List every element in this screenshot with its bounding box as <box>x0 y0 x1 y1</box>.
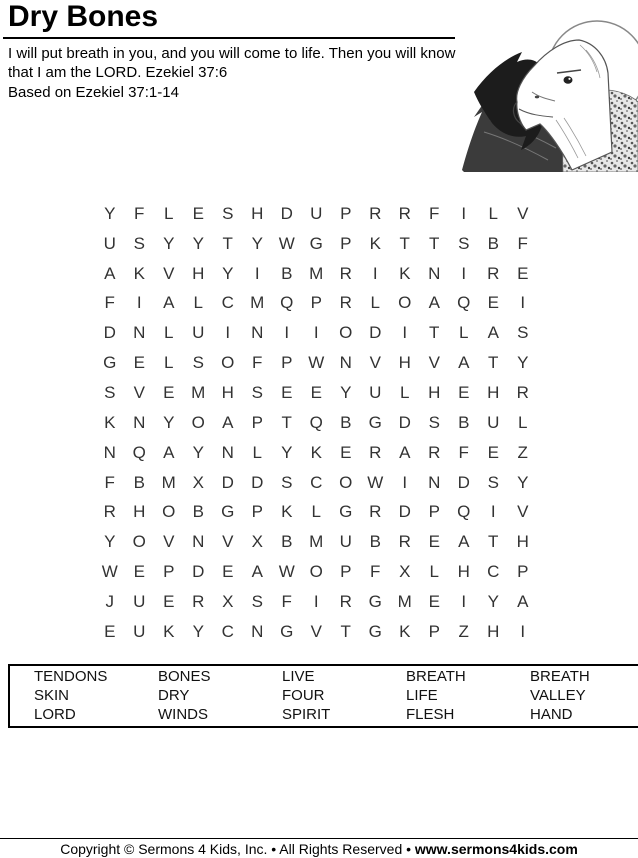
grid-letter[interactable]: D <box>369 323 382 343</box>
grid-letter[interactable]: R <box>516 382 529 402</box>
grid-letter[interactable]: Y <box>192 621 204 641</box>
grid-letter[interactable]: Y <box>192 442 204 462</box>
grid-letter[interactable]: I <box>520 621 526 641</box>
grid-letter[interactable]: G <box>309 233 323 253</box>
grid-letter[interactable]: D <box>251 472 264 492</box>
grid-letter[interactable]: E <box>428 591 440 611</box>
grid-letter[interactable]: R <box>369 203 382 223</box>
eagle-illustration <box>460 0 638 172</box>
grid-letter[interactable]: I <box>402 472 408 492</box>
footer-divider <box>0 838 638 839</box>
grid-letter[interactable]: E <box>428 532 440 552</box>
grid-letter[interactable]: S <box>281 472 293 492</box>
grid-letter[interactable]: L <box>488 203 498 223</box>
grid-letter[interactable]: L <box>370 293 380 313</box>
word-list-item: SKIN <box>34 687 70 704</box>
grid-letter[interactable]: V <box>163 532 175 552</box>
word-list-item: HAND <box>530 706 573 723</box>
grid-letter[interactable]: Y <box>251 233 263 253</box>
based-on-text: Based on Ezekiel 37:1-14 <box>8 84 179 101</box>
grid-letter[interactable]: H <box>487 382 500 402</box>
grid-letter[interactable]: N <box>133 412 146 432</box>
grid-letter[interactable]: E <box>458 382 470 402</box>
grid-letter[interactable]: W <box>101 562 118 582</box>
grid-letter[interactable]: O <box>309 562 323 582</box>
grid-letter[interactable]: Y <box>340 382 352 402</box>
grid-letter[interactable]: I <box>313 323 319 343</box>
grid-letter[interactable]: R <box>339 591 352 611</box>
grid-letter[interactable]: Y <box>163 233 175 253</box>
grid-letter[interactable]: U <box>103 233 116 253</box>
grid-letter[interactable]: D <box>398 502 411 522</box>
grid-letter[interactable]: N <box>339 353 352 373</box>
grid-letter[interactable]: E <box>163 591 175 611</box>
grid-letter[interactable]: B <box>192 502 204 522</box>
grid-letter[interactable]: I <box>520 293 526 313</box>
grid-letter[interactable]: H <box>428 382 441 402</box>
grid-letter[interactable]: X <box>222 591 234 611</box>
grid-letter[interactable]: T <box>488 353 499 373</box>
grid-letter[interactable]: T <box>281 412 292 432</box>
grid-letter[interactable]: N <box>428 472 441 492</box>
grid-letter[interactable]: F <box>517 233 528 253</box>
grid-letter[interactable]: P <box>340 203 352 223</box>
grid-letter[interactable]: N <box>133 323 146 343</box>
grid-letter[interactable]: D <box>398 412 411 432</box>
grid-letter[interactable]: S <box>251 382 263 402</box>
word-list-item: FOUR <box>282 687 325 704</box>
grid-letter[interactable]: G <box>280 621 294 641</box>
grid-letter[interactable]: W <box>367 472 384 492</box>
grid-letter[interactable]: P <box>517 562 529 582</box>
grid-letter[interactable]: L <box>400 382 410 402</box>
grid-letter[interactable]: J <box>105 591 114 611</box>
grid-letter[interactable]: E <box>133 562 145 582</box>
grid-letter[interactable]: U <box>133 591 146 611</box>
grid-letter[interactable]: S <box>487 472 499 492</box>
grid-letter[interactable]: V <box>428 353 440 373</box>
grid-letter[interactable]: O <box>339 472 353 492</box>
grid-letter[interactable]: S <box>428 412 440 432</box>
grid-letter[interactable]: U <box>192 323 205 343</box>
grid-letter[interactable]: S <box>192 353 204 373</box>
grid-letter[interactable]: O <box>191 412 205 432</box>
grid-letter[interactable]: O <box>162 502 176 522</box>
grid-letter[interactable]: T <box>222 233 233 253</box>
grid-letter[interactable]: L <box>193 293 203 313</box>
word-list-item: SPIRIT <box>282 706 331 723</box>
grid-letter[interactable]: A <box>428 293 440 313</box>
grid-letter[interactable]: L <box>429 562 439 582</box>
footer-url[interactable]: www.sermons4kids.com <box>414 841 578 857</box>
grid-letter[interactable]: L <box>311 502 321 522</box>
grid-letter[interactable]: M <box>397 591 412 611</box>
grid-letter[interactable]: N <box>103 442 116 462</box>
grid-letter[interactable]: R <box>398 532 411 552</box>
grid-letter[interactable]: Y <box>517 472 529 492</box>
grid-letter[interactable]: T <box>429 233 440 253</box>
grid-letter[interactable]: E <box>487 442 499 462</box>
grid-letter[interactable]: R <box>487 263 500 283</box>
grid-letter[interactable]: N <box>251 323 264 343</box>
eagle-eye <box>564 76 573 84</box>
grid-letter[interactable]: U <box>369 382 382 402</box>
grid-letter[interactable]: F <box>281 591 292 611</box>
grid-letter[interactable]: A <box>163 293 175 313</box>
grid-letter[interactable]: K <box>104 412 116 432</box>
grid-letter[interactable]: R <box>369 442 382 462</box>
word-list-item: TENDONS <box>34 668 108 685</box>
grid-letter[interactable]: T <box>340 621 351 641</box>
grid-letter[interactable]: P <box>163 562 175 582</box>
grid-letter[interactable]: V <box>163 263 175 283</box>
word-list-item: BREATH <box>406 668 466 685</box>
word-list-item: VALLEY <box>530 687 586 704</box>
grid-letter[interactable]: P <box>340 562 352 582</box>
grid-letter[interactable]: P <box>281 353 293 373</box>
grid-letter[interactable]: Y <box>163 412 175 432</box>
grid-letter[interactable]: G <box>103 353 117 373</box>
grid-letter[interactable]: I <box>402 323 408 343</box>
grid-letter[interactable]: N <box>221 442 234 462</box>
grid-letter[interactable]: A <box>104 263 116 283</box>
grid-letter[interactable]: R <box>369 502 382 522</box>
grid-letter[interactable]: S <box>133 233 145 253</box>
grid-letter[interactable]: D <box>103 323 116 343</box>
grid-letter[interactable]: H <box>192 263 205 283</box>
grid-letter[interactable]: R <box>339 263 352 283</box>
word-list-item: DRY <box>158 687 190 704</box>
grid-letter[interactable]: D <box>192 562 205 582</box>
grid-letter[interactable]: K <box>310 442 322 462</box>
grid-letter[interactable]: E <box>104 621 116 641</box>
grid-letter[interactable]: E <box>487 293 499 313</box>
grid-letter[interactable]: F <box>458 442 469 462</box>
grid-letter[interactable]: Y <box>517 353 529 373</box>
grid-letter[interactable]: V <box>310 621 322 641</box>
grid-letter[interactable]: Q <box>280 293 294 313</box>
grid-letter[interactable]: R <box>192 591 205 611</box>
grid-letter[interactable]: K <box>133 263 145 283</box>
grid-letter[interactable]: R <box>428 442 441 462</box>
grid-letter[interactable]: B <box>281 263 293 283</box>
grid-letter[interactable]: L <box>459 323 469 343</box>
grid-letter[interactable]: B <box>369 532 381 552</box>
grid-letter[interactable]: F <box>252 353 263 373</box>
grid-letter[interactable]: S <box>104 382 116 402</box>
grid-letter[interactable]: C <box>310 472 323 492</box>
verse-text: I will put breath in you, and you will come to life. Then you will know that I am the LORD. Ezekiel 37:6 <box>8 45 456 81</box>
grid-letter[interactable]: I <box>225 323 231 343</box>
grid-letter[interactable]: M <box>309 263 324 283</box>
grid-letter[interactable]: K <box>399 621 411 641</box>
grid-letter[interactable]: K <box>369 233 381 253</box>
grid-letter[interactable]: Q <box>457 502 471 522</box>
grid-letter[interactable]: I <box>136 293 142 313</box>
grid-letter[interactable]: Y <box>192 233 204 253</box>
grid-letter[interactable]: V <box>133 382 145 402</box>
word-list-item: LIVE <box>282 668 315 685</box>
grid-letter[interactable]: I <box>461 203 467 223</box>
grid-letter[interactable]: F <box>429 203 440 223</box>
grid-letter[interactable]: A <box>222 412 234 432</box>
grid-letter[interactable]: L <box>164 353 174 373</box>
grid-letter[interactable]: N <box>428 263 441 283</box>
grid-letter[interactable]: B <box>458 412 470 432</box>
grid-letter[interactable]: V <box>222 532 234 552</box>
grid-letter[interactable]: E <box>133 353 145 373</box>
grid-letter[interactable]: F <box>134 203 145 223</box>
grid-letter[interactable]: F <box>104 472 115 492</box>
grid-letter[interactable]: G <box>368 412 382 432</box>
grid-letter[interactable]: S <box>458 233 470 253</box>
grid-letter[interactable]: Z <box>458 621 469 641</box>
grid-letter[interactable]: Y <box>222 263 234 283</box>
grid-letter[interactable]: B <box>340 412 352 432</box>
footer-copyright: Copyright © Sermons 4 Kids, Inc. • All Rights Reserved • <box>60 841 415 857</box>
grid-letter[interactable]: E <box>340 442 352 462</box>
grid-letter[interactable]: Y <box>487 591 499 611</box>
grid-letter[interactable]: E <box>310 382 322 402</box>
grid-letter[interactable]: E <box>163 382 175 402</box>
grid-letter[interactable]: C <box>221 621 234 641</box>
grid-letter[interactable]: I <box>490 502 496 522</box>
grid-letter[interactable]: A <box>458 353 470 373</box>
grid-letter[interactable]: R <box>339 293 352 313</box>
word-list <box>34 668 638 725</box>
grid-letter[interactable]: T <box>399 233 410 253</box>
grid-letter[interactable]: B <box>487 233 499 253</box>
grid-letter[interactable]: I <box>461 263 467 283</box>
grid-letter[interactable]: O <box>221 353 235 373</box>
grid-letter[interactable]: G <box>221 502 235 522</box>
grid-letter[interactable]: M <box>309 532 324 552</box>
word-list-item: LORD <box>34 706 76 723</box>
grid-letter[interactable]: P <box>428 621 440 641</box>
grid-letter[interactable]: C <box>221 293 234 313</box>
grid-letter[interactable]: I <box>461 591 467 611</box>
grid-letter[interactable]: V <box>517 203 529 223</box>
grid-letter[interactable]: E <box>222 562 234 582</box>
grid-letter[interactable]: H <box>221 382 234 402</box>
grid-letter[interactable]: V <box>517 502 529 522</box>
grid-letter[interactable]: H <box>487 621 500 641</box>
grid-letter[interactable]: E <box>517 263 529 283</box>
grid-letter[interactable]: O <box>398 293 412 313</box>
grid-letter[interactable]: N <box>251 621 264 641</box>
grid-letter[interactable]: A <box>163 442 175 462</box>
grid-letter[interactable]: H <box>251 203 264 223</box>
page-title: Dry Bones <box>8 0 159 33</box>
grid-letter[interactable]: K <box>281 502 293 522</box>
grid-letter[interactable]: G <box>368 591 382 611</box>
grid-letter[interactable]: I <box>372 263 378 283</box>
grid-letter[interactable]: T <box>488 532 499 552</box>
grid-letter[interactable]: B <box>281 532 293 552</box>
grid-letter[interactable]: X <box>192 472 204 492</box>
grid-letter[interactable]: M <box>191 382 206 402</box>
grid-letter[interactable]: X <box>251 532 263 552</box>
grid-letter[interactable]: S <box>251 591 263 611</box>
grid-letter[interactable]: F <box>104 293 115 313</box>
grid-letter[interactable]: I <box>313 591 319 611</box>
grid-letter[interactable]: M <box>161 472 176 492</box>
grid-letter[interactable]: A <box>458 532 470 552</box>
word-list-item: BONES <box>158 668 211 685</box>
grid-letter[interactable]: Q <box>457 293 471 313</box>
grid-letter[interactable]: S <box>222 203 234 223</box>
grid-letter[interactable]: G <box>339 502 353 522</box>
grid-letter[interactable]: A <box>487 323 499 343</box>
grid-letter[interactable]: K <box>163 621 175 641</box>
word-search-grid[interactable] <box>95 199 538 647</box>
word-list-item: FLESH <box>406 706 455 723</box>
grid-letter[interactable]: O <box>132 532 146 552</box>
grid-letter[interactable]: Y <box>104 532 116 552</box>
footer <box>0 841 638 857</box>
word-list-item: BREATH <box>530 668 590 685</box>
grid-letter[interactable]: E <box>281 382 293 402</box>
grid-letter[interactable]: P <box>251 502 263 522</box>
grid-letter[interactable]: L <box>164 203 174 223</box>
grid-letter[interactable]: D <box>457 472 470 492</box>
grid-letter[interactable]: S <box>517 323 529 343</box>
grid-letter[interactable]: Z <box>517 442 528 462</box>
grid-letter[interactable]: Y <box>281 442 293 462</box>
grid-letter[interactable]: E <box>192 203 204 223</box>
grid-letter[interactable]: Y <box>104 203 116 223</box>
grid-letter[interactable]: L <box>164 323 174 343</box>
word-list-item: LIFE <box>406 687 438 704</box>
grid-letter[interactable]: U <box>487 412 500 432</box>
grid-letter[interactable]: R <box>398 203 411 223</box>
grid-letter[interactable]: D <box>280 203 293 223</box>
grid-letter[interactable]: P <box>340 233 352 253</box>
grid-letter[interactable]: H <box>516 532 529 552</box>
grid-letter[interactable]: N <box>192 532 205 552</box>
grid-letter[interactable]: O <box>339 323 353 343</box>
grid-letter[interactable]: R <box>103 502 116 522</box>
grid-letter[interactable]: U <box>310 203 323 223</box>
grid-letter[interactable]: A <box>399 442 411 462</box>
grid-letter[interactable]: L <box>518 412 528 432</box>
grid-letter[interactable]: P <box>310 293 322 313</box>
grid-letter[interactable]: H <box>457 562 470 582</box>
title-underline <box>3 37 455 39</box>
grid-letter[interactable]: X <box>399 562 411 582</box>
grid-letter[interactable]: I <box>254 263 260 283</box>
grid-letter[interactable]: V <box>369 353 381 373</box>
grid-letter[interactable]: D <box>221 472 234 492</box>
word-list-box <box>8 664 638 728</box>
grid-letter[interactable]: M <box>250 293 265 313</box>
grid-letter[interactable]: H <box>133 502 146 522</box>
grid-letter[interactable]: C <box>487 562 500 582</box>
grid-letter[interactable]: L <box>252 442 262 462</box>
grid-letter[interactable]: T <box>429 323 440 343</box>
grid-letter[interactable]: W <box>308 353 325 373</box>
grid-letter[interactable]: W <box>278 233 295 253</box>
grid-letter[interactable]: Q <box>309 412 323 432</box>
grid-letter[interactable]: A <box>251 562 263 582</box>
grid-letter[interactable]: B <box>133 472 145 492</box>
word-list-item: WINDS <box>158 706 208 723</box>
grid-letter[interactable]: P <box>251 412 263 432</box>
grid-letter[interactable]: P <box>428 502 440 522</box>
grid-letter[interactable]: Q <box>132 442 146 462</box>
grid-letter[interactable]: F <box>370 562 381 582</box>
grid-letter[interactable]: K <box>399 263 411 283</box>
grid-letter[interactable]: I <box>284 323 290 343</box>
grid-letter[interactable]: U <box>339 532 352 552</box>
grid-letter[interactable]: A <box>517 591 529 611</box>
grid-letter[interactable]: H <box>398 353 411 373</box>
grid-letter[interactable]: W <box>278 562 295 582</box>
grid-letter[interactable]: U <box>133 621 146 641</box>
grid-letter[interactable]: G <box>368 621 382 641</box>
